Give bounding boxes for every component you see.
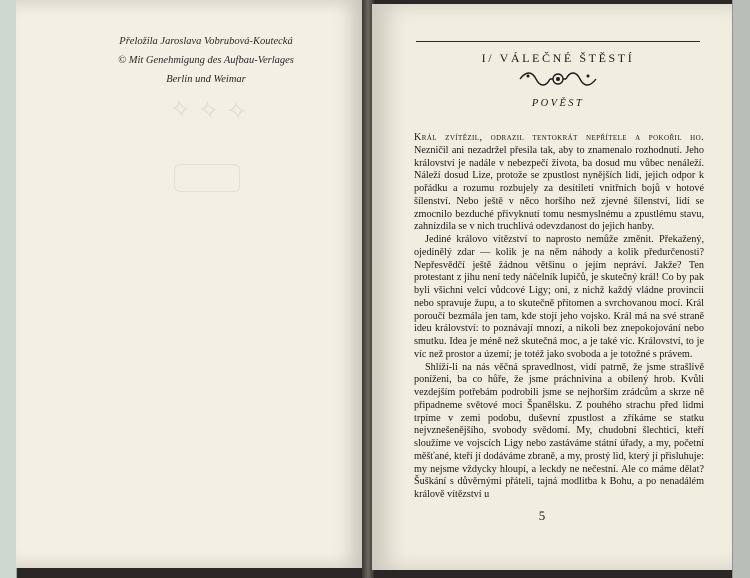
paragraph <box>414 132 704 234</box>
body-text <box>414 132 704 502</box>
cover-edge-left <box>0 0 17 578</box>
paragraph: Jediné královo vítězství to naprosto nemůže změnit. Překažený, ojedinělý zdar — kolik je na něm náhody a kolik předurčenosti? Nepřesvědčí ještě žádnou většinu o jejím nepráví. Jakže? Ten protestant z jihu není tedy náčelník lupičů, je skutečný král! Co by pak byli všichni velcí vůdcové Ligy; oni, z nichž každý vládne provincii nebo spravuje župu, a to skutečně přítomen a svrchovanou mocí. Král poroučí bezmála jen tam, kde stojí jeho vojsko. Král má na své straně ideu království: to poznávají mnozí, a nikoli bez znepokojování nebo smutku. Idea je méně než skutečná moc, a je také víc. Království, to je víc než prostor a území; je totéž jako svoboda a je totožné s právem. <box>414 234 704 360</box>
left-page <box>16 0 366 568</box>
paragraph: Shlíží-li na nás věčná spravedlnost, vidí patrně, že jsme strašlivě poníženi, ba co hůře, že jsme práchnivina a obílený hrob. Kvůli vezdejším potřebám podrobili jsme se nejhorším zrádcům a skrze ně připadneme světové moci Španělsku. Z pouhého strachu před lidmi trpíme v zemi podobu, duševní zpustlost a zříkáme se statku nejvznešenějšího, svobody svědomí. My, chudobní šlechtici, kteří sloužíme ve vojscích Ligy nebo zastáváme státní úřady, a my, početní měšťané, kteří jí dodáváme zbraně, a my, prostý lid, který jí přisluhuje: my nejsme vždycky hloupí, a leckdy ne nečestní. Ale co máme dělat? Šuškání s důvěrnými přáteli, tajná modlitba k Bohu, a po nenadálém králově vítězství u <box>414 361 704 500</box>
show-through-ornament <box>174 164 240 192</box>
cover-edge-right <box>732 0 750 578</box>
rights-credit: © Mit Genehmigung des Aufbau-Verlages <box>118 55 294 66</box>
show-through-title: ✧ ✧ ✧ <box>171 94 251 127</box>
page-number: 5 <box>538 508 546 523</box>
paragraph-text: Nezničil ani nezadržel přesila tak, aby to znamenalo rozhodnutí. Jeho království je nadále v nebezpečí života, ba dosud mu vůbec nenáleží. Náleží dosud Lize, protože se zpustlost nynějších lidí, jejich odpor k pořádku a rozumu rozbujely za desítiletí vnitřních bojů v hotové šílenství. Nebo ještě v něco horšího než zjevné šílenství, lidí se zmocnilo bezduché přivyknutí tomu nesmyslnému a zpustlému stavu, zahnízdila se v nich truchlivá odevzdanost do jejich hanby. <box>414 144 704 233</box>
lead-in: Král zvítězil, odrazil tentokrát nepřítele a pokořil ho. <box>414 132 704 143</box>
translator-credit: Přeložila Jaroslava Vobrubová-Koutecká <box>119 36 293 47</box>
decorative-ornament-icon <box>516 70 600 88</box>
translation-credits <box>56 32 356 89</box>
section-subtitle: POVĚST <box>531 98 585 109</box>
header-rule <box>416 41 700 42</box>
chapter-title: I/ VÁLEČNÉ ŠTĚSTÍ <box>481 51 635 65</box>
publisher-city: Berlin und Weimar <box>166 74 246 85</box>
